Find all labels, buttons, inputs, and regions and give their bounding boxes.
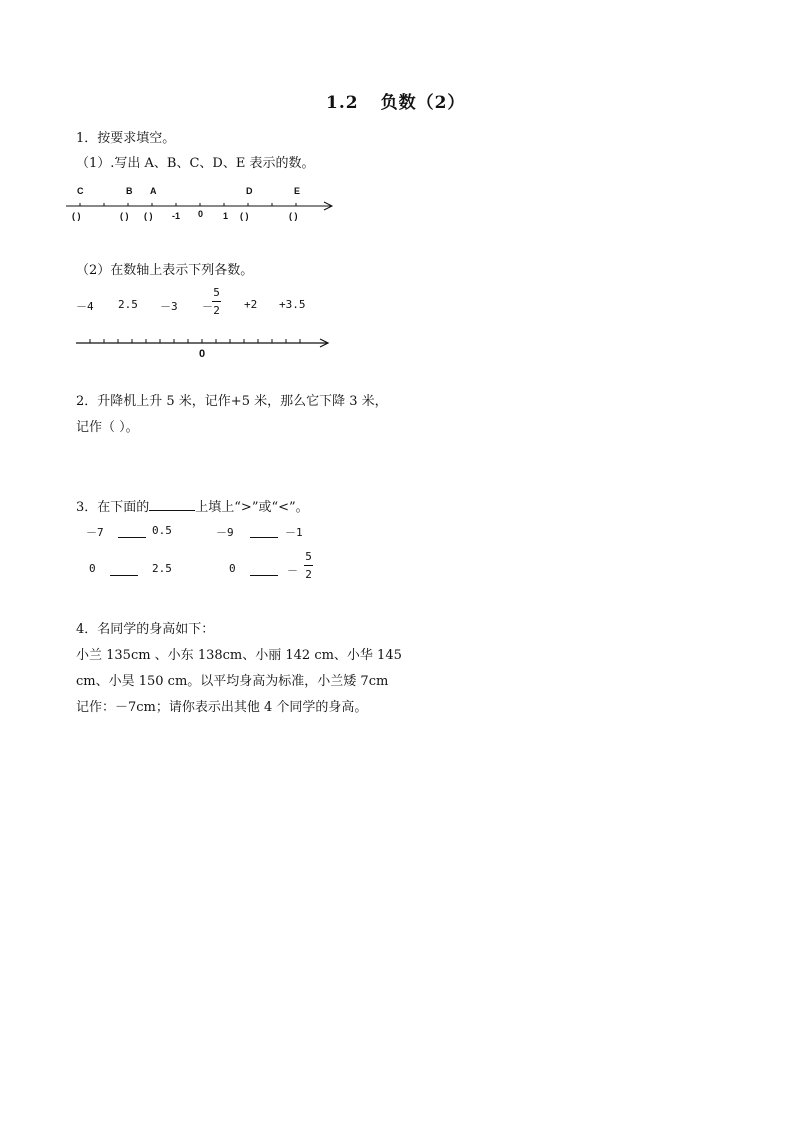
tick-label-neg1: -1 <box>172 211 181 221</box>
fraction-neg-5-2 <box>212 286 221 317</box>
blank-b[interactable]: ( ) <box>120 211 129 221</box>
blank-c[interactable]: ( ) <box>72 211 81 221</box>
q3-item4-sign: － <box>287 564 298 577</box>
q2-line2: 记作（ ）。 <box>76 420 139 435</box>
q3-item2-left: －9 <box>216 526 234 539</box>
number-neg3: －3 <box>160 300 178 313</box>
point-letter-a: A <box>150 186 157 196</box>
title-text: 负数（2） <box>380 93 466 113</box>
q1-part2-label: （2）在数轴上表示下列各数。 <box>76 263 254 278</box>
q3-item3-left: 0 <box>89 562 96 575</box>
number-2-5: 2.5 <box>118 298 138 311</box>
tick-label-one: 1 <box>223 211 229 221</box>
q3-item4-blank[interactable] <box>250 562 278 576</box>
q3-item2-blank[interactable] <box>250 524 278 538</box>
point-letter-e: E <box>294 186 301 196</box>
blank-d[interactable]: ( ) <box>240 211 249 221</box>
q3-fraction-bar <box>304 565 313 566</box>
q1-part1-label: （1）.写出 A、B、C、D、E 表示的数。 <box>76 156 315 171</box>
q3-item1-left: －7 <box>86 526 104 539</box>
fraction-numerator: 5 <box>213 286 220 299</box>
q3-item2-right: －1 <box>285 526 303 539</box>
point-letter-d: D <box>246 186 253 196</box>
point-letter-c: C <box>77 186 84 196</box>
number-pos3-5: +3.5 <box>279 298 306 311</box>
q3-item4-fraction <box>304 550 313 581</box>
q3-item4-left: 0 <box>229 562 236 575</box>
q3-item3-right: 2.5 <box>152 562 172 575</box>
q3-item1-right: 0.5 <box>152 524 172 537</box>
number-line-2[interactable] <box>76 337 336 349</box>
q3-item3-blank[interactable] <box>110 562 138 576</box>
q4-line1: 小兰 135cm 、小东 138cm、小丽 142 cm、小华 145 <box>76 648 402 663</box>
q3-heading-prefix: 3．在下面的 <box>76 500 150 515</box>
q3-fraction-denominator: 2 <box>305 568 312 581</box>
page-title <box>326 88 465 113</box>
tick-label-zero: 0 <box>198 209 204 219</box>
number-pos2: +2 <box>244 298 258 311</box>
q3-item1-blank[interactable] <box>118 524 146 538</box>
q3-heading <box>76 496 309 515</box>
fraction-bar <box>212 301 221 302</box>
q4-line3: 记作：－7cm；请你表示出其他 4 个同学的身高。 <box>76 700 368 715</box>
point-letter-b: B <box>126 186 133 196</box>
q2-line1: 2．升降机上升 5 米，记作+5 米，那么它下降 3 米， <box>76 394 388 409</box>
number-neg4: －4 <box>76 300 94 313</box>
q4-line2: cm、小昊 150 cm。以平均身高为标准，小兰矮 7cm <box>76 674 389 689</box>
blank-e[interactable]: ( ) <box>289 211 298 221</box>
blank-a[interactable]: ( ) <box>144 211 153 221</box>
q3-heading-suffix: 上填上“>”或“<”。 <box>195 500 309 515</box>
q3-fraction-numerator: 5 <box>305 550 312 563</box>
number-line-2-zero: 0 <box>199 348 206 360</box>
q3-heading-blank <box>149 510 195 511</box>
title-number: 1.2 <box>326 93 359 113</box>
fraction-denominator: 2 <box>213 304 220 317</box>
q4-heading: 4．名同学的身高如下： <box>76 622 215 637</box>
fraction-sign: － <box>202 300 213 313</box>
q1-heading: 1．按要求填空。 <box>76 131 176 146</box>
